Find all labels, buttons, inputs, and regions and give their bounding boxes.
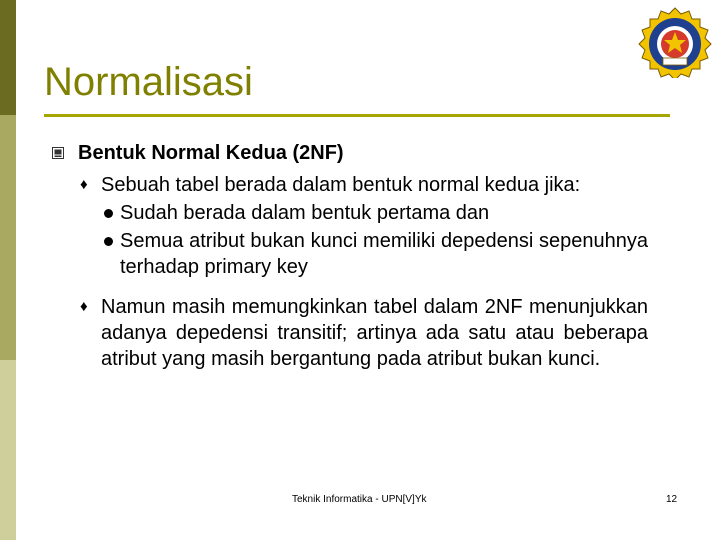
sub-point-one-text: Sudah berada dalam bentuk pertama dan [120,202,490,224]
heading-text: Bentuk Normal Kedua (2NF) [78,142,344,164]
dot-icon [104,209,113,218]
left-bar-light [0,360,16,540]
sub-point-two [52,228,648,280]
diamond-icon: ♦ [80,176,88,193]
diamond-icon: ♦ [80,298,88,315]
point-two-text: Namun masih memungkinkan tabel dalam 2NF menunjukkan adanya depedensi transitif; artinya ada satu atau beberapa atribut yang masih bergantung pada atribut bukan kunci. [101,296,648,370]
heading-item [52,140,648,166]
left-bar-mid [0,115,16,360]
left-bar-dark [0,0,16,115]
point-one-text: Sebuah tabel berada dalam bentuk normal kedua jika: [101,174,581,196]
sub-point-one [52,200,648,226]
footer-text: Teknik Informatika - UPN[V]Yk [292,494,427,505]
sub-point-two-text: Semua atribut bukan kunci memiliki depedensi sepenuhnya terhadap primary key [120,230,648,278]
university-seal-logo [636,6,714,78]
point-two [52,294,648,372]
slide-content [52,140,648,372]
dot-icon [104,237,113,246]
spacer [52,280,648,294]
point-one [52,172,648,198]
page-number: 12 [666,494,678,505]
slide-title: Normalisasi [44,60,253,104]
title-divider [44,114,670,117]
square-bullet-icon [52,147,64,159]
